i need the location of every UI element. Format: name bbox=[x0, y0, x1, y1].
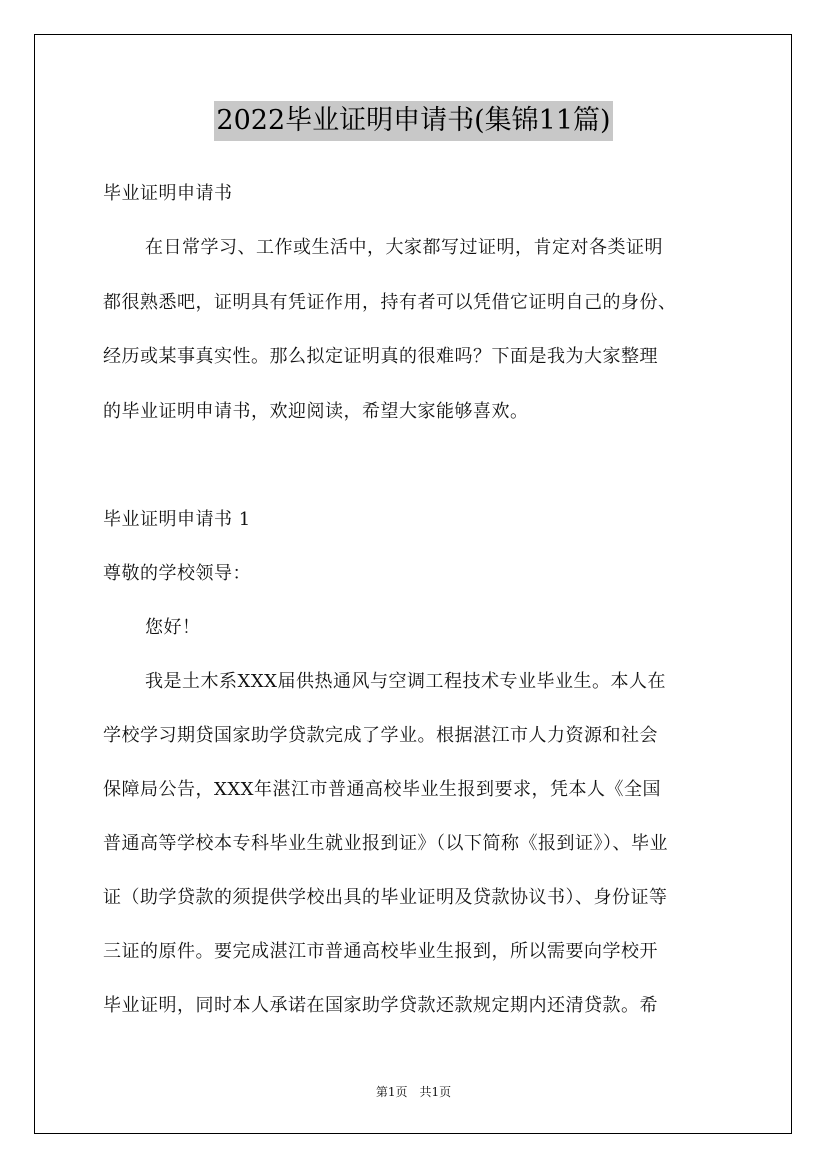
section-heading: 毕业证明申请书 1 bbox=[103, 509, 251, 530]
document-title: 2022毕业证明申请书(集锦11篇) bbox=[214, 101, 612, 141]
body-line-4: 普通高等学校本专科毕业生就业报到证》（以下简称《报到证》）、毕业 bbox=[103, 833, 668, 854]
body-line-5: 证（助学贷款的须提供学校出具的毕业证明及贷款协议书）、身份证等 bbox=[103, 887, 668, 908]
greeting: 您好！ bbox=[145, 617, 201, 638]
body-line-6: 三证的原件。要完成湛江市普通高校毕业生报到，所以需要向学校开 bbox=[103, 941, 658, 962]
page-number: 第1页 共1页 bbox=[375, 1085, 452, 1099]
intro-line-3: 经历或某事真实性。那么拟定证明真的很难吗？下面是我为大家整理 bbox=[103, 346, 658, 367]
body-line-1: 我是土木系XXX届供热通风与空调工程技术专业毕业生。本人在 bbox=[145, 671, 666, 692]
intro-line-1: 在日常学习、工作或生活中，大家都写过证明，肯定对各类证明 bbox=[145, 237, 663, 258]
body-line-2: 学校学习期贷国家助学贷款完成了学业。根据湛江市人力资源和社会 bbox=[103, 725, 658, 746]
intro-heading: 毕业证明申请书 bbox=[103, 183, 233, 204]
intro-line-2: 都很熟悉吧，证明具有凭证作用，持有者可以凭借它证明自己的身份、 bbox=[103, 292, 677, 313]
body-line-3: 保障局公告，XXX年湛江市普通高校毕业生报到要求，凭本人《全国 bbox=[103, 779, 661, 800]
title-container bbox=[0, 101, 827, 141]
intro-line-4: 的毕业证明申请书，欢迎阅读，希望大家能够喜欢。 bbox=[103, 401, 529, 422]
salutation: 尊敬的学校领导： bbox=[103, 563, 251, 584]
body-line-7: 毕业证明，同时本人承诺在国家助学贷款还款规定期内还清贷款。希 bbox=[103, 995, 658, 1016]
